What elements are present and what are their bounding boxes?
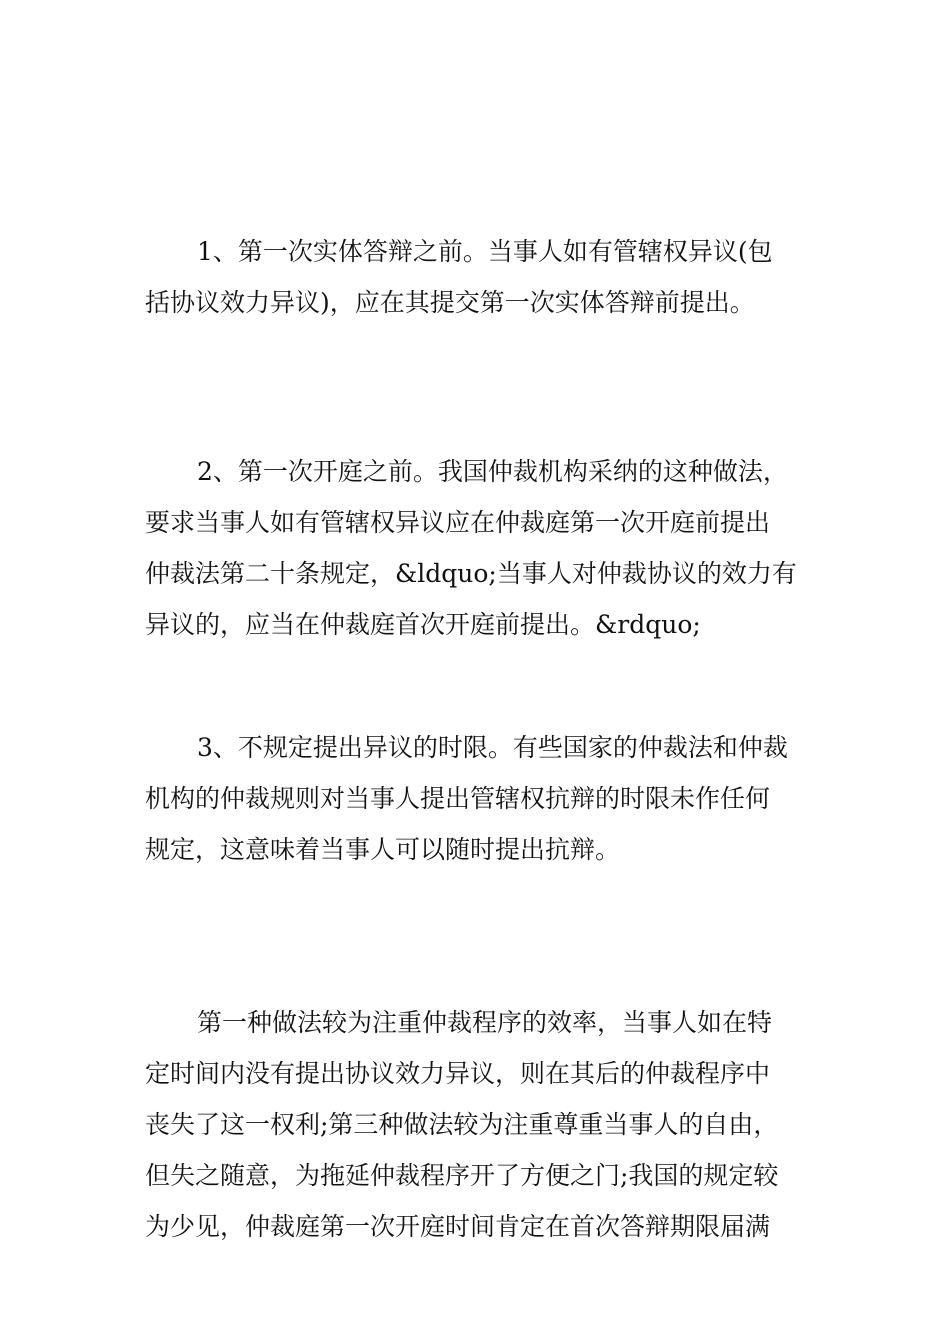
paragraph-line: 3、不规定提出异议的时限。有些国家的仲裁法和仲裁	[197, 733, 788, 762]
paragraph-line: 第一种做法较为注重仲裁程序的效率，当事人如在特	[197, 1008, 773, 1037]
paragraph-4	[145, 997, 813, 1252]
paragraph-line: 1、第一次实体答辩之前。当事人如有管辖权异议(包	[197, 237, 773, 266]
paragraph-line: 丧失了这一权利;第三种做法较为注重尊重当事人的自由，	[145, 1110, 779, 1139]
paragraph-line: 2、第一次开庭之前。我国仲裁机构采纳的这种做法，	[197, 457, 788, 486]
paragraph-line: 异议的，应当在仲裁庭首次开庭前提出。&rdquo;	[145, 610, 701, 639]
paragraph-3	[145, 722, 813, 875]
paragraph-2	[145, 446, 813, 650]
paragraph-line: 要求当事人如有管辖权异议应在仲裁庭第一次开庭前提出	[145, 508, 771, 537]
paragraph-line: 规定，这意味着当事人可以随时提出抗辩。	[145, 835, 621, 864]
paragraph-line: 括协议效力异议)，应在其提交第一次实体答辩前提出。	[145, 288, 755, 317]
paragraph-line: 为少见，仲裁庭第一次开庭时间肯定在首次答辩期限届满	[145, 1212, 771, 1241]
paragraph-line: 机构的仲裁规则对当事人提出管辖权抗辩的时限未作任何	[145, 784, 771, 813]
paragraph-line: 但失之随意，为拖延仲裁程序开了方便之门;我国的规定较	[145, 1161, 779, 1190]
paragraph-line: 定时间内没有提出协议效力异议，则在其后的仲裁程序中	[145, 1059, 771, 1088]
paragraph-1	[145, 226, 813, 328]
paragraph-line: 仲裁法第二十条规定，&ldquo;当事人对仲裁协议的效力有	[145, 559, 797, 588]
